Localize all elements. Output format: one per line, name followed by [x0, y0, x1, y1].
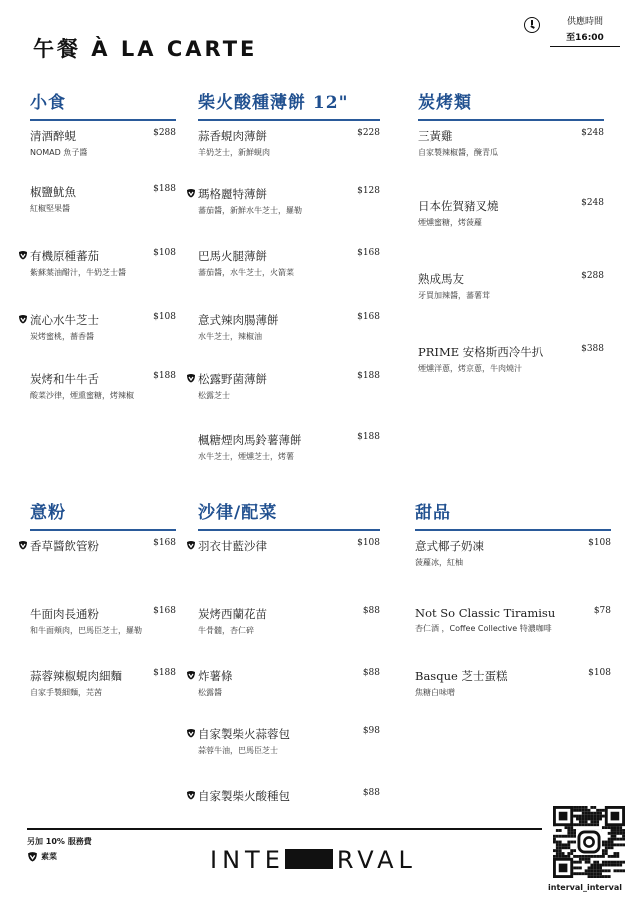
item-name: 意式椰子奶凍: [415, 539, 484, 553]
item-name: 炸薯條: [198, 669, 233, 683]
item-price: $168: [153, 606, 176, 616]
item-description: 杏仁酒 ，Coffee Collective 特濃咖啡: [415, 624, 552, 633]
item-name: 熟成馬友: [418, 272, 464, 286]
menu-item: [415, 538, 611, 568]
item-name: 瑪格麗特薄餅: [198, 187, 267, 201]
menu-item: [198, 128, 380, 158]
item-price: $228: [357, 128, 380, 138]
item-name: 蒜蓉辣椒蜆肉細麵: [30, 669, 122, 683]
item-name: 香草醬飲管粉: [30, 539, 99, 553]
item-price: $168: [153, 538, 176, 548]
page-title: 午餐 À LA CARTE: [33, 37, 258, 61]
menu-item: [30, 248, 176, 278]
item-description: 紅椒堅果醬: [30, 204, 70, 213]
section-title: 小食: [30, 93, 66, 113]
item-name: 流心水牛芝士: [30, 313, 99, 327]
item-name: 清酒醉蜆: [30, 129, 76, 143]
item-price: $188: [153, 668, 176, 678]
item-price: $78: [593, 606, 611, 616]
item-description: 水牛芝士，煙燻芝士，烤薯: [198, 452, 294, 461]
menu-item: [198, 788, 380, 807]
menu-item: [198, 668, 380, 698]
item-price: $108: [588, 668, 611, 678]
item-description: 酸菜沙律，煙熏蜜糖，烤辣椒: [30, 391, 134, 400]
item-description: 羊奶芝士，新鮮蜆肉: [198, 148, 270, 157]
menu-item: [30, 606, 176, 636]
veg-icon: [186, 188, 196, 198]
section-pasta: [30, 498, 176, 698]
veg-icon: [186, 670, 196, 680]
menu-item: [30, 371, 176, 401]
menu-item: [30, 668, 176, 698]
veg-icon: [186, 728, 196, 738]
item-name: 意式辣肉腸薄餅: [198, 313, 279, 327]
item-price: $188: [153, 371, 176, 381]
social-handle: interval_interval: [548, 883, 622, 892]
section-divider: [415, 529, 611, 531]
item-name: 炭烤西蘭花苗: [198, 607, 267, 621]
menu-item: [198, 432, 380, 462]
item-price: $88: [362, 668, 380, 678]
item-name: 椒鹽魷魚: [30, 185, 76, 199]
veg-icon: [18, 250, 28, 260]
item-description: 炭烤蜜桃，薔香醬: [30, 332, 94, 341]
item-description: 牛骨髓，杏仁碎: [198, 626, 254, 635]
section-divider: [198, 529, 380, 531]
section-title: 炭烤類: [418, 93, 472, 113]
item-name: 有機原種蕃茄: [30, 249, 99, 263]
item-price: $288: [153, 128, 176, 138]
item-name: PRIME 安格斯西冷牛扒: [418, 345, 544, 359]
section-title: 柴火酸種薄餅 12": [198, 93, 349, 113]
item-price: $168: [357, 248, 380, 258]
item-description: 松露芝士: [198, 391, 230, 400]
item-name: Not So Classic Tiramisu: [415, 606, 556, 620]
section-title: 甜品: [415, 503, 451, 523]
item-price: $248: [581, 128, 604, 138]
menu-item: [418, 198, 604, 228]
item-price: $288: [581, 271, 604, 281]
menu-item: [415, 668, 611, 698]
menu-item: [198, 186, 380, 216]
menu-item: [418, 344, 604, 374]
item-price: $88: [362, 788, 380, 798]
qr-code[interactable]: [553, 806, 625, 878]
section-salad-sides: [198, 498, 380, 803]
section-divider: [418, 119, 604, 121]
item-price: $88: [362, 606, 380, 616]
menu-item: [415, 606, 611, 634]
item-name: 自家製柴火蒜蓉包: [198, 727, 290, 741]
veg-icon: [186, 540, 196, 550]
section-grill: [418, 88, 604, 388]
item-description: 煙燻洋蔥，烤京蔥，牛肉燒汁: [418, 364, 522, 373]
menu-item: [198, 248, 380, 278]
item-name: Basque 芝士蛋糕: [415, 669, 508, 683]
section-dessert: [415, 498, 611, 698]
item-name: 楓糖煙肉馬鈴薯薄餅: [198, 433, 302, 447]
item-price: $108: [588, 538, 611, 548]
section-divider: [30, 529, 176, 531]
item-name: 牛面肉長通粉: [30, 607, 99, 621]
item-price: $128: [357, 186, 380, 196]
veg-icon: [186, 790, 196, 800]
brand-text-left: INTE: [210, 846, 285, 874]
veg-icon: [18, 314, 28, 324]
item-price: $108: [153, 312, 176, 322]
hours-underline: [550, 46, 620, 47]
veg-legend: [27, 851, 57, 862]
item-description: 松露醬: [198, 688, 222, 697]
item-name: 炭烤和牛牛舌: [30, 372, 99, 386]
section-snacks: [30, 88, 176, 418]
veg-icon: [186, 373, 196, 383]
brand-text-right: RVAL: [336, 846, 417, 874]
item-description: 自家手製細麵，芫茜: [30, 688, 102, 697]
menu-item: [30, 128, 176, 158]
item-name: 松露野菌薄餅: [198, 372, 267, 386]
section-title: 意粉: [30, 503, 66, 523]
veg-legend-label: 素菜: [41, 852, 57, 861]
item-price: $388: [581, 344, 604, 354]
veg-icon: [27, 851, 38, 862]
item-price: $108: [357, 538, 380, 548]
item-price: $168: [357, 312, 380, 322]
item-description: 焦糖白味噌: [415, 688, 455, 697]
menu-item: [418, 128, 604, 158]
item-price: $188: [357, 371, 380, 381]
item-price: $98: [362, 726, 380, 736]
section-divider: [30, 119, 176, 121]
item-description: 蒜蓉牛油，巴馬臣芝士: [198, 746, 278, 755]
item-description: 水牛芝士，辣椒油: [198, 332, 262, 341]
item-name: 自家製柴火酸種包: [198, 789, 290, 803]
item-name: 羽衣甘藍沙律: [198, 539, 267, 553]
item-name: 三黃雞: [418, 129, 453, 143]
item-description: 煙燻蜜糖，烤菠蘿: [418, 218, 482, 227]
item-description: 和牛面頰肉，巴馬臣芝士，羅勒: [30, 626, 142, 635]
item-name: 日本佐賀豬叉燒: [418, 199, 499, 213]
hours-label: 供應時間: [566, 17, 603, 27]
brand-logo: [210, 846, 417, 874]
menu-item: [198, 606, 380, 636]
menu-item: [198, 312, 380, 342]
menu-item: [198, 726, 380, 756]
clock-icon: [524, 17, 540, 33]
section-title: 沙律/配菜: [198, 503, 278, 523]
menu-item: [418, 271, 604, 301]
item-description: 蕃茄醬，新鮮水牛芝士，羅勒: [198, 206, 302, 215]
item-price: $248: [581, 198, 604, 208]
item-description: 菠蘿冰，紅柚: [415, 558, 463, 567]
item-price: $188: [153, 184, 176, 194]
hours-value: 至16:00: [566, 33, 604, 43]
section-pizza: [198, 88, 380, 468]
item-description: 牙買加辣醬，蕃薯茸: [418, 291, 490, 300]
footer-divider: [27, 828, 542, 830]
section-divider: [198, 119, 380, 121]
menu-item: [30, 312, 176, 342]
hours-block: [550, 14, 620, 47]
menu-item: [30, 538, 176, 557]
item-description: 紫蘇葉油醋汁，牛奶芝士醬: [30, 268, 126, 277]
item-price: $188: [357, 432, 380, 442]
item-name: 巴馬火腿薄餅: [198, 249, 267, 263]
service-charge-note: 另加 10% 服務費: [27, 837, 92, 846]
item-price: $108: [153, 248, 176, 258]
item-description: 自家製辣椒醬，醃青瓜: [418, 148, 498, 157]
menu-item: [198, 371, 380, 401]
menu-item: [198, 538, 380, 557]
item-description: NOMAD 魚子醬: [30, 148, 88, 157]
veg-icon: [18, 540, 28, 550]
item-description: 蕃茄醬，水牛芝士，火箭菜: [198, 268, 294, 277]
brand-block-mark: [285, 849, 333, 869]
menu-item: [30, 184, 176, 214]
item-name: 蒜香蜆肉薄餅: [198, 129, 267, 143]
